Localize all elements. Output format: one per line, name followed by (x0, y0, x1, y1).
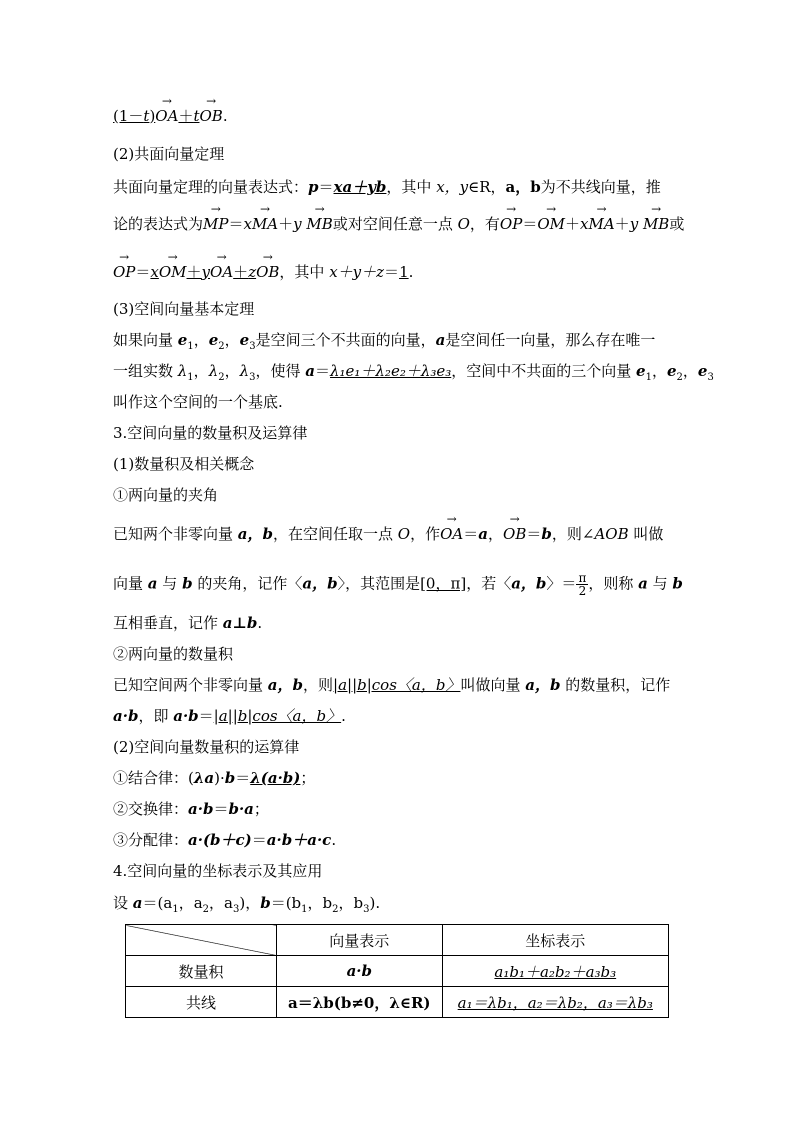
var-lambda: λ (208, 362, 219, 380)
vars-xy: x，y (436, 178, 469, 196)
text: ； (300, 769, 316, 787)
text: 叫做向量 (460, 676, 526, 694)
text: . (222, 107, 228, 125)
table-header-cell: 向量表示 (277, 925, 443, 956)
perpendicular-expr: a⊥b (222, 614, 258, 632)
var-a: a (478, 525, 488, 543)
vector-ma: → MA (588, 214, 614, 234)
vector-mb: → MB (643, 214, 669, 234)
var-e: e (666, 362, 677, 380)
vector-form-cell: a＝λb(b≠0，λ∈R) (277, 987, 443, 1018)
vars-xyz: x＋y＋z (329, 263, 385, 281)
text: 的夹角，记作〈 (192, 574, 303, 593)
text: ； (253, 800, 269, 818)
text: ，若〈 (466, 574, 512, 593)
subheading-dot-product: ②两向量的数量积 (113, 645, 234, 663)
table-header-cell: 坐标表示 (442, 925, 668, 956)
subscript: 2 (202, 904, 210, 915)
text: ＝ (198, 707, 214, 725)
answer-underlined: [0，π] (420, 574, 467, 593)
var-b: b (541, 525, 552, 543)
var-x: x (580, 215, 589, 233)
text: ＝(b (270, 894, 302, 912)
var-x: x (150, 263, 159, 281)
denominator: 2 (578, 584, 587, 598)
var-x: x (243, 215, 252, 233)
text: 〉，其范围是 (337, 574, 421, 593)
text: 一组实数 (113, 362, 178, 380)
text: ＋ (614, 215, 630, 233)
text: ， (193, 331, 209, 349)
answer-underlined: 1 (399, 263, 409, 281)
var-y: y (293, 215, 307, 233)
text: ，空间中不共面的三个向量 (451, 362, 637, 380)
basis-line-2 (113, 361, 714, 388)
subheading-angle: ①两向量的夹角 (113, 486, 219, 504)
text: ＝ (235, 769, 251, 787)
subscript: 2 (218, 372, 225, 383)
text: 与 (157, 574, 183, 593)
text: )， (239, 894, 261, 912)
text: 或对空间任意一点 (332, 215, 458, 233)
var-e: e (177, 331, 188, 349)
vars-ab: a，b (302, 574, 338, 593)
text: ， (193, 362, 209, 380)
basis-line-1 (113, 330, 683, 357)
coordinate-form-cell: a₁＝λb₁，a₂＝λb₂，a₃＝λb₃ (442, 987, 668, 1018)
subheading-coplanar-theorem: (2)共面向量定理 (113, 145, 225, 163)
text: 的数量积，记作 (560, 676, 671, 694)
subheading-basis-theorem: (3)空间向量基本定理 (113, 300, 255, 318)
angle-aob: AOB (594, 525, 629, 543)
basis-line-3: 叫作这个空间的一个基底. (113, 393, 283, 411)
expr: a·b＋a·c (266, 831, 332, 849)
text: ＝ (228, 215, 244, 233)
subscript: 1 (645, 372, 652, 383)
vars-ab: a，b (525, 676, 561, 694)
var-e: e (208, 331, 219, 349)
var-o: O (457, 215, 470, 233)
text: 向量 (113, 574, 148, 593)
vector-om: → OM (537, 214, 565, 234)
text: (1－ (113, 107, 144, 125)
vector-ob: → OB (199, 106, 222, 126)
var-a: a (132, 894, 143, 912)
text: 〉＝ (546, 574, 577, 593)
vector-om: → OM (159, 262, 187, 282)
vector-oa: → OA (210, 262, 233, 282)
expr: b·a (228, 800, 254, 818)
perpendicular-line (113, 613, 683, 633)
var-y: y (629, 215, 643, 233)
var-t: t (193, 107, 200, 125)
law-commutative (113, 799, 683, 819)
expr: λa (193, 769, 215, 787)
var-e: e (697, 362, 708, 380)
text: ③分配律： (113, 831, 189, 849)
var-t: t (143, 107, 150, 125)
angle-line-1 (113, 524, 683, 544)
subscript: 3 (249, 341, 256, 352)
row-label: 共线 (126, 987, 277, 1018)
text: ＋ (186, 263, 202, 281)
text: ，有 (469, 215, 500, 233)
text: ＝ (384, 263, 400, 281)
vector-ob: → OB (503, 524, 526, 544)
law-associative (113, 768, 683, 788)
answer-underlined: λ(a·b) (250, 769, 301, 787)
var-a: a (305, 362, 315, 380)
section-3-heading: 3.空间向量的数量积及运算律 (113, 424, 308, 442)
var-o: O (397, 525, 411, 543)
vector-expression-line (113, 106, 683, 126)
text: ，即 (138, 707, 174, 725)
vars-ab: a，b (237, 525, 273, 543)
text: ＝ (251, 831, 267, 849)
vector-ma: → MA (252, 214, 278, 234)
subscript: 3 (363, 904, 370, 915)
fraction-pi-over-2 (576, 572, 588, 597)
subscript: 3 (707, 372, 714, 383)
var-lambda: λ (239, 362, 250, 380)
vars-ab: a，b (505, 178, 541, 196)
text: ②交换律： (113, 800, 189, 818)
vars-ab: a，b (267, 676, 303, 694)
subscript: 2 (332, 904, 339, 915)
answer-underlined: xa＋yb (333, 178, 387, 196)
table-row (126, 987, 669, 1018)
section-4-heading: 4.空间向量的坐标表示及其应用 (113, 862, 323, 880)
dot-product-line-1 (113, 675, 683, 695)
text: ，其中 (279, 263, 330, 281)
text: ， (488, 525, 504, 543)
space-point-line (113, 262, 683, 282)
text: 如果向量 (113, 331, 178, 349)
law-distributive (113, 830, 683, 850)
text: ，a (209, 894, 233, 912)
text: ，其中 (386, 178, 437, 196)
vector-mp: → MP (203, 214, 228, 234)
vars-ab: a，b (511, 574, 547, 593)
text: ＝ (315, 362, 331, 380)
vector-op: → OP (113, 262, 135, 282)
text: 或 (669, 215, 685, 233)
text: 与 (647, 574, 673, 593)
text: 已知两个非零向量 (113, 525, 238, 543)
var-b: b (672, 574, 683, 593)
text: ＝ (135, 263, 151, 281)
text: ，a (178, 894, 203, 912)
text: ∈R， (468, 178, 506, 196)
var-a: a (435, 331, 446, 349)
text: )· (214, 769, 225, 787)
row-label: 数量积 (126, 956, 277, 987)
var-b: b (182, 574, 193, 593)
text: 论的表达式为 (113, 215, 204, 233)
text: ，b (307, 894, 333, 912)
text: ＝ (522, 215, 538, 233)
vector-oa: → OA (155, 106, 178, 126)
text: ＝ (318, 178, 334, 196)
coordinate-form-cell: a₁b₁＋a₂b₂＋a₃b₃ (442, 956, 668, 987)
text: 叫做 (628, 525, 664, 543)
text: 是空间任一向量，那么存在唯一 (445, 331, 656, 349)
var-e: e (636, 362, 646, 380)
text: ＝(a (142, 894, 173, 912)
coordinate-definition-line (113, 893, 683, 920)
expr: a·b (188, 800, 214, 818)
text: ＝ (526, 525, 542, 543)
text: ，b (338, 894, 364, 912)
text: ，则称 (588, 574, 639, 593)
text: ①结合律：( (113, 769, 194, 787)
var-e: e (239, 331, 250, 349)
subheading-dot-product-concepts: (1)数量积及相关概念 (113, 455, 255, 473)
text: 共面向量定理的向量表达式： (113, 178, 309, 196)
table-corner-cell (126, 925, 277, 956)
subscript: 1 (187, 372, 194, 383)
table-header-row (126, 925, 669, 956)
corollary-line (113, 214, 683, 234)
dot-product-line-2 (113, 706, 683, 726)
text: ， (224, 362, 240, 380)
subscript: 1 (172, 904, 179, 915)
var-b: b (260, 894, 271, 912)
text: ＝ (213, 800, 229, 818)
text: . (408, 263, 414, 281)
subscript: 2 (218, 341, 225, 352)
vector-oa: → OA (440, 524, 463, 544)
subscript: 3 (232, 904, 240, 915)
text: ， (651, 362, 667, 380)
text: 互相垂直，记作 (113, 614, 223, 632)
answer-underlined: |a||b|cos〈a，b〉 (333, 676, 461, 694)
var-p: p (308, 178, 319, 196)
var-y: y (201, 263, 211, 281)
text: . (257, 614, 263, 632)
dot-expr: a·b (113, 707, 139, 725)
var-b: b (224, 769, 236, 787)
text: ，在空间任取一点 (273, 525, 398, 543)
text: 为不共线向量，推 (540, 178, 661, 196)
text: ). (369, 894, 381, 912)
vector-ob: → OB (256, 262, 279, 282)
text: ，作 (410, 525, 441, 543)
text: . (331, 831, 337, 849)
text: ＋ (233, 263, 249, 281)
text: ＋ (564, 215, 580, 233)
table-row (126, 956, 669, 987)
expr: a·(b＋c) (188, 831, 252, 849)
vector-op: → OP (500, 214, 522, 234)
coordinate-table (125, 924, 669, 1018)
text: ，则∠ (551, 525, 595, 543)
text: 已知空间两个非零向量 (113, 676, 268, 694)
var-a: a (638, 574, 648, 593)
text: 设 (113, 894, 133, 912)
text: ，使得 (255, 362, 306, 380)
text: ， (682, 362, 698, 380)
text: ＋ (278, 215, 294, 233)
subscript: 2 (676, 372, 683, 383)
text: ，则 (303, 676, 334, 694)
vector-form-cell: a·b (277, 956, 443, 987)
text: ＝ (463, 525, 479, 543)
subscript: 3 (249, 372, 256, 383)
subscript: 1 (301, 904, 308, 915)
subheading-operation-laws: (2)空间向量数量积的运算律 (113, 738, 300, 756)
numerator: π (578, 571, 587, 585)
angle-line-2 (113, 572, 683, 597)
text: 是空间三个不共面的向量， (255, 331, 436, 349)
var-a: a (147, 574, 158, 593)
text: ) (149, 107, 156, 125)
dot-expr: a·b (173, 707, 199, 725)
text: ＋ (178, 107, 194, 125)
answer-underlined: |a||b|cos〈a，b〉 (213, 707, 342, 725)
coplanar-expression-line (113, 177, 683, 197)
var-lambda: λ (177, 362, 188, 380)
vector-mb: → MB (306, 214, 332, 234)
answer-underlined: λ₁e₁＋λ₂e₂＋λ₃e₃ (330, 362, 452, 380)
var-z: z (248, 263, 257, 281)
text: ， (224, 331, 240, 349)
subscript: 1 (187, 341, 194, 352)
text: . (341, 707, 346, 725)
